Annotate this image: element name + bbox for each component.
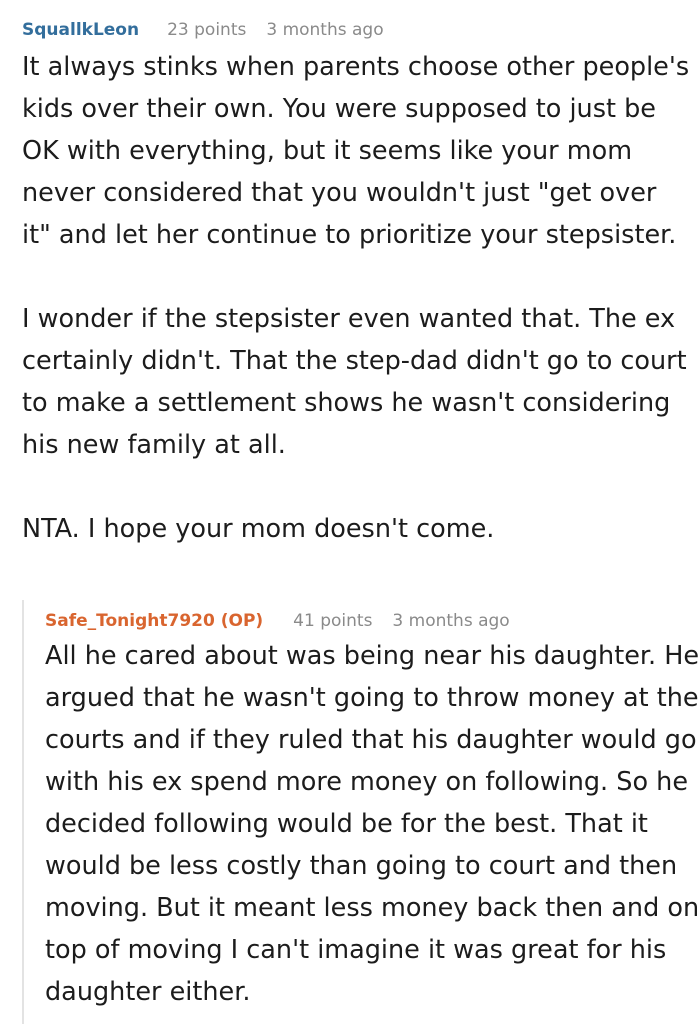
comment-author[interactable]: SquallkLeon xyxy=(22,20,140,40)
comment-meta xyxy=(22,0,690,46)
reply-author[interactable]: Safe_Tonight7920 (OP) xyxy=(45,611,264,631)
comment-points: 23 points xyxy=(167,20,247,40)
reply-body xyxy=(45,635,700,1013)
reply-points: 41 points xyxy=(293,611,373,631)
comment-paragraph: NTA. I hope your mom doesn't come. xyxy=(22,514,495,544)
comment-body xyxy=(22,46,690,550)
reply-meta xyxy=(45,600,700,635)
comment-paragraph: I wonder if the stepsister even wanted that. The ex certainly didn't. That the step-dad didn't go to court to make a settlement shows he wasn't considering his new family at all. xyxy=(22,304,687,460)
reply-timestamp: 3 months ago xyxy=(392,611,510,631)
reply-comment xyxy=(22,600,700,1024)
comment-paragraph: It always stinks when parents choose other people's kids over their own. You were supposed to just be OK with everything, but it seems like your mom never considered that you wouldn't just "get over it" and let her continue to prioritize your stepsister. xyxy=(22,52,690,250)
reply-paragraph: All he cared about was being near his daughter. He argued that he wasn't going to throw money at the courts and if they ruled that his daughter would go with his ex spend more money on following. So he decided following would be for the best. That it would be less costly than going to court and then moving. But it meant less money back then and on top of moving I can't imagine it was great for his daughter either. xyxy=(45,641,700,1007)
comment-timestamp: 3 months ago xyxy=(266,20,384,40)
